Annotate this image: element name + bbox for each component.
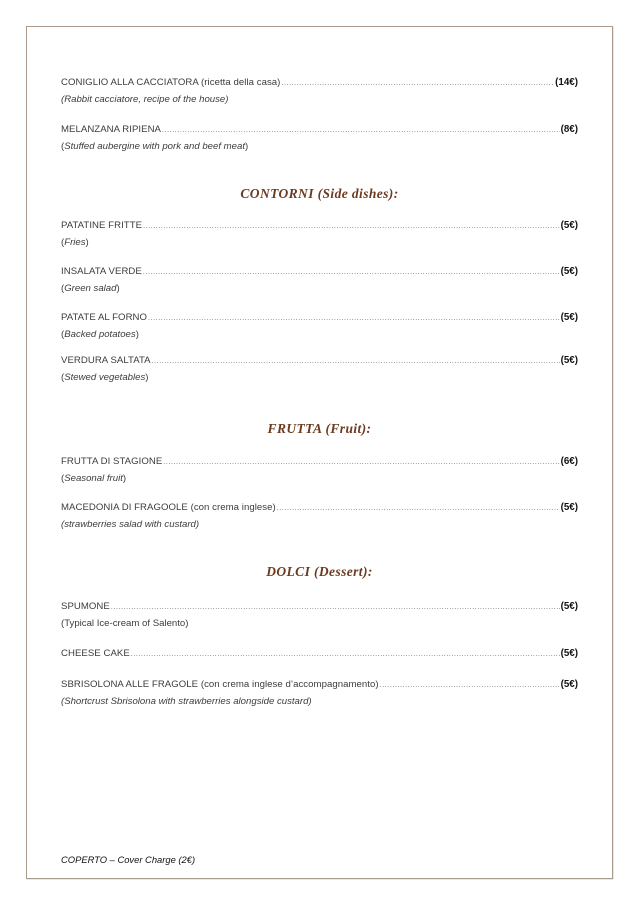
item-name: SBRISOLONA ALLE FRAGOLE (con crema inglese d’accompagnamento) <box>61 679 379 690</box>
dot-leader <box>148 312 560 326</box>
section-heading-contorni: CONTORNI (Side dishes): <box>240 186 399 201</box>
menu-item-patate-al-forno <box>61 311 578 342</box>
item-price: (5€) <box>560 601 578 612</box>
menu-item-sbrisolona <box>61 678 578 709</box>
item-description: (Backed potatoes) <box>61 329 139 340</box>
item-description: (strawberries salad with custard) <box>61 519 200 530</box>
item-price: (5€) <box>560 648 578 659</box>
item-description: (Shortcrust Sbrisolona with strawberries alongside custard) <box>61 696 312 707</box>
item-name: PATATINE FRITTE <box>61 220 143 231</box>
item-name: CHEESE CAKE <box>61 648 130 659</box>
item-price: (14€) <box>555 77 578 88</box>
dot-leader <box>111 601 560 615</box>
item-price: (5€) <box>560 266 578 277</box>
item-description: (Green salad) <box>61 283 120 294</box>
item-name: MELANZANA RIPIENA <box>61 124 162 135</box>
dot-leader <box>152 355 560 369</box>
menu-item-cheese-cake <box>61 647 578 662</box>
item-name: FRUTTA DI STAGIONE <box>61 456 163 467</box>
section-heading-frutta: FRUTTA (Fruit): <box>267 421 372 436</box>
item-description: (Fries) <box>61 237 89 248</box>
menu-item-verdura-saltata <box>61 354 578 385</box>
cover-charge-note: COPERTO – Cover Charge (2€) <box>61 854 196 865</box>
item-description: (Stuffed aubergine with pork and beef meat) <box>61 141 249 152</box>
item-description: (Typical Ice-cream of Salento) <box>61 618 189 629</box>
menu-item-coniglio <box>61 76 578 107</box>
item-price: (8€) <box>560 124 578 135</box>
menu-item-macedonia <box>61 501 578 532</box>
dot-leader <box>143 266 560 280</box>
item-name: SPUMONE <box>61 601 110 612</box>
item-price: (5€) <box>560 355 578 366</box>
item-price: (5€) <box>560 312 578 323</box>
item-price: (5€) <box>560 220 578 231</box>
dot-leader <box>143 220 560 234</box>
item-description: (Seasonal fruit) <box>61 473 127 484</box>
item-name: VERDURA SALTATA <box>61 355 151 366</box>
item-name: CONIGLIO ALLA CACCIATORA (ricetta della casa) <box>61 77 281 88</box>
dot-leader <box>162 124 560 138</box>
dot-leader <box>380 679 560 693</box>
item-price: (5€) <box>560 679 578 690</box>
item-name: PATATE AL FORNO <box>61 312 148 323</box>
dot-leader <box>163 456 559 470</box>
menu-item-insalata-verde <box>61 265 578 296</box>
dot-leader <box>131 648 560 662</box>
item-name: MACEDONIA DI FRAGOOLE (con crema inglese) <box>61 502 276 513</box>
item-description: (Rabbit cacciatore, recipe of the house) <box>61 94 229 105</box>
menu-item-spumone <box>61 600 578 631</box>
item-price: (6€) <box>560 456 578 467</box>
item-name: INSALATA VERDE <box>61 266 142 277</box>
menu-item-patatine-fritte <box>61 219 578 250</box>
item-price: (5€) <box>560 502 578 513</box>
menu-item-melanzana <box>61 123 578 154</box>
section-heading-dolci: DOLCI (Dessert): <box>266 564 373 579</box>
dot-leader <box>277 502 560 516</box>
dot-leader <box>281 77 554 91</box>
menu-item-frutta-di-stagione <box>61 455 578 486</box>
item-description: (Stewed vegetables) <box>61 372 149 383</box>
